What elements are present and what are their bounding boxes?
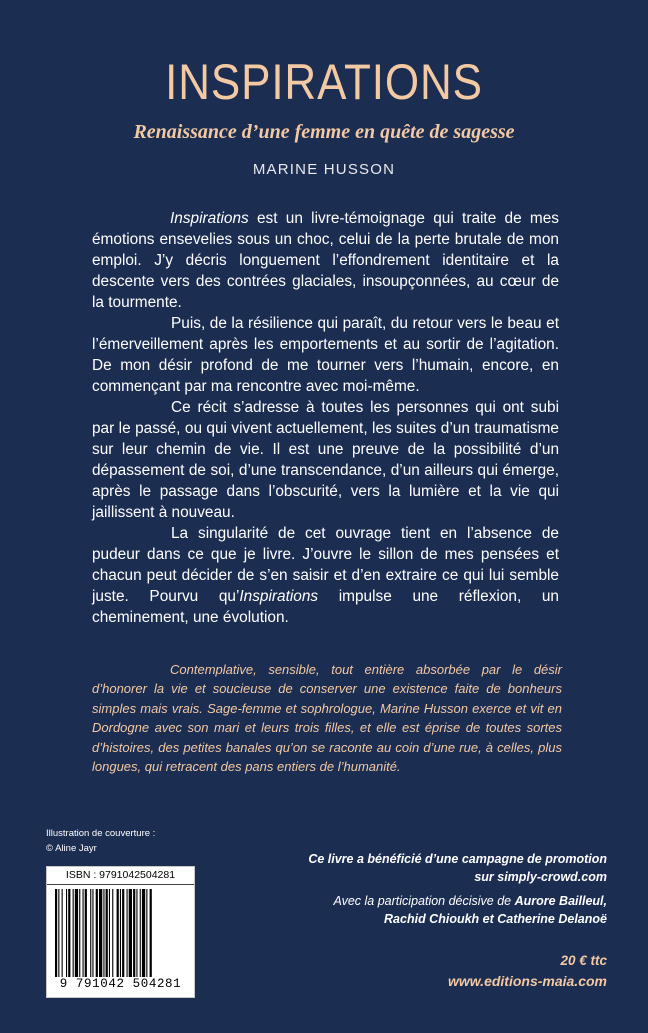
publisher-website: www.editions-maia.com [448, 973, 607, 989]
price: 20 € ttc [560, 953, 607, 968]
summary-paragraph-4-text-a: La singularité de cet ouvrage tient en l’absence de pudeur dans ce que je livre. J’ouvre le sillon de mes pensées et chacun peut décider de s’en saisir et d’en extraire ce qui lui semble juste. Pourvu qu’ [92, 525, 559, 605]
promo-line-2: sur simply-crowd.com [474, 870, 607, 884]
participation-line-1 [287, 892, 607, 910]
summary-paragraph-1 [92, 208, 559, 313]
book-subtitle: Renaissance d’une femme en quête de sagesse [133, 121, 515, 143]
isbn-label: ISBN : 9791042504281 [47, 869, 194, 885]
book-title-italic: Inspirations [170, 210, 249, 227]
summary-paragraph-3: Ce récit s’adresse à toutes les personnes qui ont subi par le passé, ou qui vivent actuellement, les suites d’un traumatisme sur leur chemin de vie. Il est une preuve de la possibilité d’un dépassement de soi, d’une transcendance, d’un ailleurs qui émerge, après le passage dans l’obscurité, vers la lumière et la vie qui jaillissent à nouveau. [92, 399, 559, 521]
summary-paragraph-1-text: est un livre-témoignage qui traite de mes émotions ensevelies sous un choc, celui de la perte brutale de mon emploi. J’y décris longuement l’effondrement identitaire et la descente vers des contrées glaciales, insoupçonnées, au cœur de la tourmente. [92, 210, 559, 311]
credit-name: © Aline Jayr [46, 843, 97, 854]
author-bio [92, 660, 562, 776]
credit-label: Illustration de couverture : [46, 828, 156, 839]
book-title: INSPIRATIONS [165, 54, 483, 110]
summary-paragraph-2: Puis, de la résilience qui paraît, du retour vers le beau et l’émerveillement après les emportements et au sortir de l’agitation. De mon désir profond de me tourner vers l’humain, encore, en commençant par ma rencontre avec moi-même. [92, 315, 559, 395]
author-bio-text: Contemplative, sensible, tout entière absorbée par le désir d’honorer la vie et soucieuse de conserver une existence faite de bonheurs simples mais vrais. Sage-femme et sophrologue, Marine Husson exerce et vit en Dordogne avec son mari et leurs trois filles, et elle est éprise de toutes sortes d’histoires, des petites banales qu’on se raconte au coin d’une rue, à celles, plus longues, qui retracent des pans entiers de l’humanité. [92, 662, 562, 775]
participation-note [287, 892, 607, 928]
illustration-credit [46, 826, 155, 856]
participation-prefix: Avec la participation décisive de [333, 894, 515, 908]
summary-paragraph-4 [92, 523, 559, 628]
promo-line-1: Ce livre a bénéficié d’une campagne de promotion [308, 852, 607, 866]
author-name: MARINE HUSSON [252, 161, 396, 178]
summary-paragraph-4-text-b: impulse une réflexion, un cheminement, une évolution. [92, 588, 559, 626]
barcode-bars [55, 889, 186, 977]
summary-text [92, 208, 559, 628]
barcode-number: 9 791042 504281 [59, 977, 182, 991]
book-title-italic-2: Inspirations [239, 588, 319, 605]
promo-note [287, 850, 607, 886]
participation-names-1: Aurore Bailleul, [514, 894, 607, 908]
isbn-barcode [46, 866, 195, 998]
participation-names-2: Rachid Chioukh et Catherine Delanoë [384, 912, 607, 926]
